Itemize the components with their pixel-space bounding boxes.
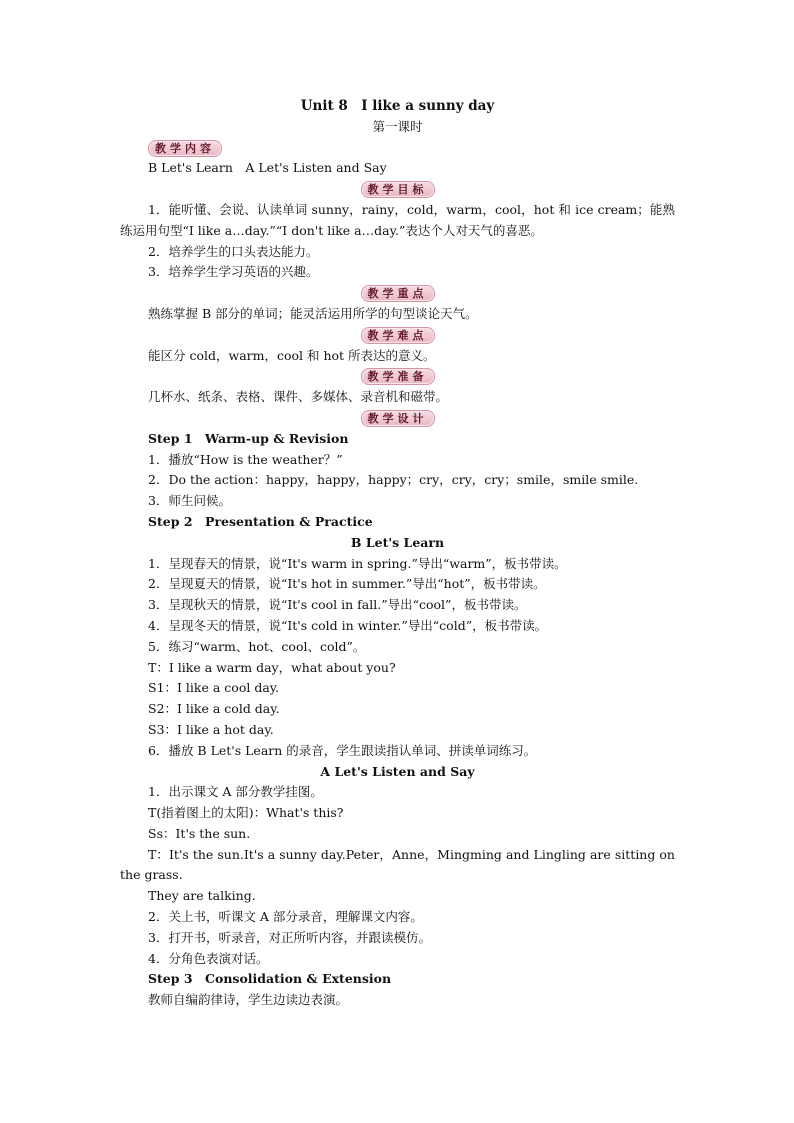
section-prep [120,366,675,387]
goal-1: 1．能听懂、会说、认读单词 sunny，rainy，cold，warm，cool，hot 和 ice cream；能熟练运用句型“I like a…day.”“I don't like a…day.”表达个人对天气的喜恶。 [120,201,675,238]
step1-line: 1．播放“How is the weather？” [148,451,343,467]
step1-line: 3．师生问候。 [148,493,231,509]
dialogue-line: S2：I like a cold day. [148,701,280,717]
page-subtitle: 第一课时 [372,118,423,134]
badge-teaching-design: 教学设计 [361,410,435,427]
step2-line: 6．播放 B Let's Learn 的录音，学生跟读指认单词、拼读单词练习。 [148,742,537,758]
step2-line: 1．出示课文 A 部分教学挂图。 [148,784,323,800]
step1-line: 2．Do the action：happy，happy，happy；cry，cry，cry；smile，smile smile. [148,472,639,488]
section-difficult [120,325,675,346]
dialogue-line: T：It's the sun.It's a sunny day.Peter，Anne，Mingming and Lingling are sitting on the grass. [120,846,675,883]
step2-line: 1．呈现春天的情景，说“It's warm in spring.”导出“warm”，板书带读。 [148,555,567,571]
lesson-plan-page [120,96,675,1011]
step2-line: 5．练习“warm、hot、cool、cold”。 [148,638,366,654]
content-text: B Let's Learn A Let's Listen and Say [148,160,387,176]
dialogue-line: Ss：It's the sun. [148,825,251,841]
step2-line: 2．呈现夏天的情景，说“It's hot in summer.”导出“hot”，板书带读。 [148,576,546,592]
dialogue-line: They are talking. [148,888,256,904]
badge-difficult-points: 教学难点 [361,327,435,344]
step2-line: 4．分角色表演对话。 [148,950,269,966]
dialogue-line: S1：I like a cool day. [148,680,280,696]
page-title: Unit 8 I like a sunny day [300,98,495,114]
section-content [120,138,675,159]
step1-heading: Step 1 Warm-up & Revision [148,430,349,446]
prep-text: 几杯水、纸条、表格、课件、多媒体、录音机和磁带。 [148,389,449,405]
step2-subheading-a: A Let's Listen and Say [320,763,475,779]
badge-preparation: 教学准备 [361,368,435,385]
step3-line: 教师自编韵律诗，学生边读边表演。 [148,992,349,1008]
key-text: 熟练掌握 B 部分的单词；能灵活运用所学的句型谈论天气。 [148,305,478,321]
dialogue-line: T(指着图上的太阳)：What's this? [148,805,344,821]
difficult-text: 能区分 cold，warm，cool 和 hot 所表达的意义。 [148,347,436,363]
section-design [120,408,675,429]
section-key [120,283,675,304]
step2-subheading-b: B Let's Learn [350,534,445,550]
step3-heading: Step 3 Consolidation & Extension [148,971,392,987]
step2-line: 3．呈现秋天的情景，说“It's cool in fall.”导出“cool”，板书带读。 [148,597,527,613]
goal-3: 3．培养学生学习英语的兴趣。 [148,264,319,280]
goal-2: 2．培养学生的口头表达能力。 [148,243,319,259]
step2-line: 2．关上书，听课文 A 部分录音，理解课文内容。 [148,909,423,925]
badge-key-points: 教学重点 [361,285,435,302]
step2-line: 4．呈现冬天的情景，说“It's cold in winter.”导出“cold”，板书带读。 [148,617,548,633]
section-goals [120,179,675,200]
badge-teaching-content: 教学内容 [148,140,222,157]
step2-heading: Step 2 Presentation & Practice [148,513,373,529]
dialogue-line: T：I like a warm day，what about you? [148,659,396,675]
badge-teaching-goals: 教学目标 [361,181,435,198]
dialogue-line: S3：I like a hot day. [148,721,274,737]
step2-line: 3．打开书，听录音，对正所听内容，并跟读模仿。 [148,929,431,945]
